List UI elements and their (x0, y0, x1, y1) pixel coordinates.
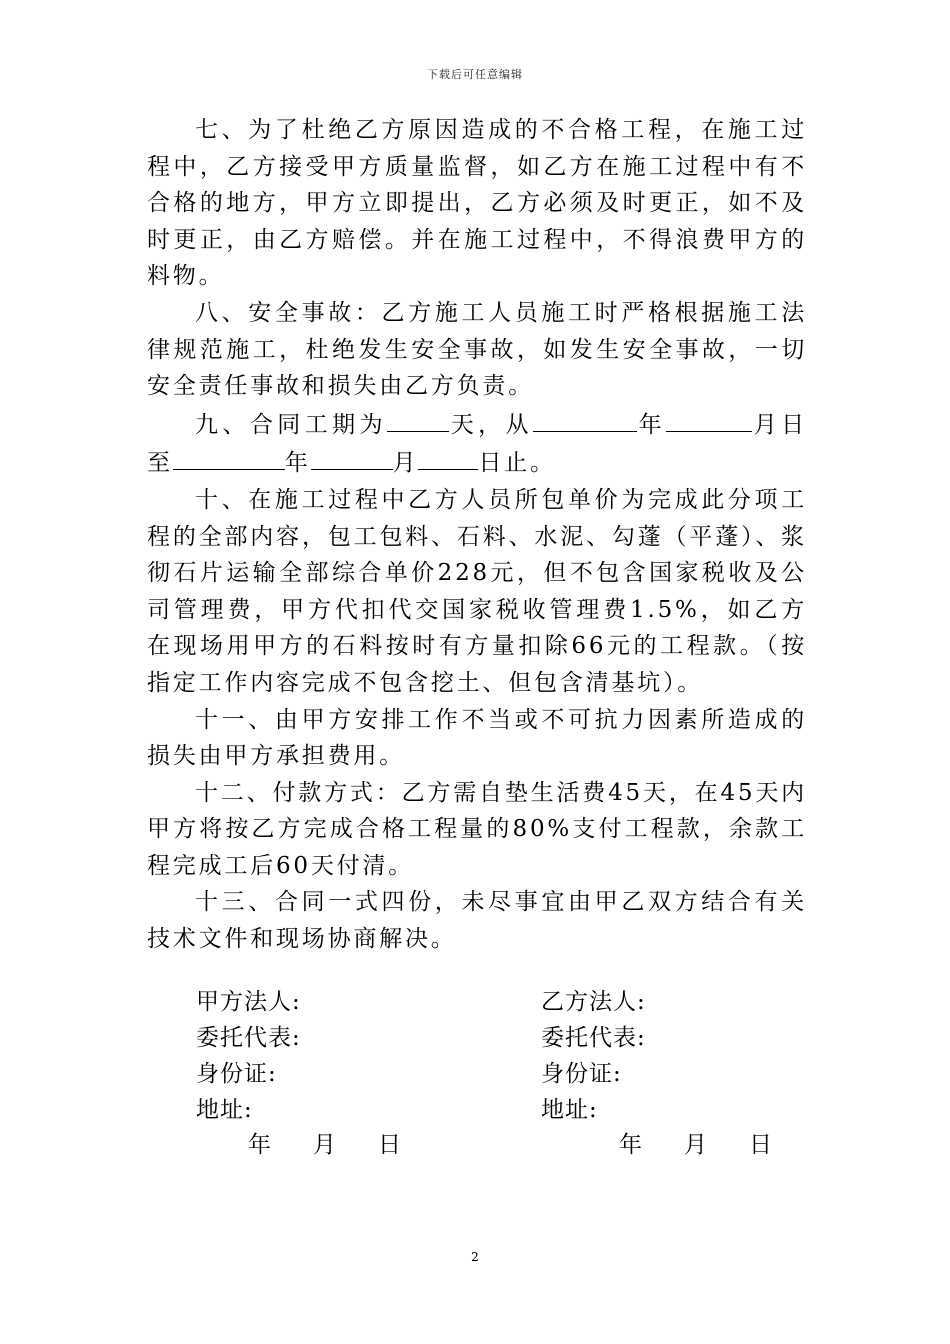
party-b-signature (541, 984, 646, 1128)
clause-12: 十二、付款方式：乙方需自垫生活费45天，在45天内甲方将按乙方完成合格工程量的80%支付工程款，余款工程完成工后60天付清。 (147, 779, 807, 879)
date-day: 日 (378, 1132, 401, 1158)
date-year: 年 (248, 1132, 271, 1158)
end-year-blank (173, 443, 285, 470)
party-b-legal: 乙方法人: (541, 989, 646, 1015)
start-year-blank (533, 405, 637, 432)
clause-9-text: 月 (392, 450, 419, 477)
duration-blank (387, 405, 449, 432)
party-a-legal: 甲方法人: (196, 989, 301, 1015)
date-day: 日 (749, 1132, 772, 1158)
date-month: 月 (313, 1132, 336, 1158)
date-month: 月 (684, 1132, 707, 1158)
party-a-signature (196, 984, 301, 1128)
party-b-address: 地址: (541, 1097, 598, 1123)
clause-9-text: 九、合同工期为 (195, 411, 388, 438)
clause-9-text: 日止。 (478, 450, 556, 477)
clause-7: 七、为了杜绝乙方原因造成的不合格工程，在施工过程中，乙方接受甲方质量监督，如乙方在施工过程中有不合格的地方，甲方立即提出，乙方必须及时更正，如不及时更正，由乙方赔偿。并在施工过程中，不得浪费甲方的料物。 (147, 117, 807, 290)
clause-9-text: 年 (637, 411, 667, 438)
clause-9-text: 年 (284, 450, 311, 477)
clause-13: 十三、合同一式四份，未尽事宜由甲乙双方结合有关技术文件和现场协商解决。 (147, 889, 807, 953)
party-b-id: 身份证: (541, 1061, 622, 1087)
party-b-agent: 委托代表: (541, 1025, 646, 1051)
date-year: 年 (619, 1132, 642, 1158)
clause-8: 八、安全事故：乙方施工人员施工时严格根据施工法律规范施工，杜绝发生安全事故，如发生安全事故，一切安全责任事故和损失由乙方负责。 (147, 299, 807, 400)
party-a-agent: 委托代表: (196, 1025, 301, 1051)
start-month-blank (666, 405, 752, 432)
page-header: 下载后可任意编辑 (427, 68, 523, 81)
party-b-date (619, 1126, 772, 1159)
party-a-address: 地址: (196, 1097, 253, 1123)
clause-10: 十、在施工过程中乙方人员所包单价为完成此分项工程的全部内容，包工包料、石料、水泥、勾蓬（平蓬）、浆彻石片运输全部综合单价228元，但不包含国家税收及公司管理费，甲方代扣代交国家税收管理费1.5%，如乙方在现场用甲方的石料按时有方量扣除66元的工程款。（按指定工作内容完成不包含挖土、但包含清基坑）。 (147, 486, 807, 696)
party-a-id: 身份证: (196, 1061, 277, 1087)
party-a-date (248, 1126, 401, 1159)
end-month-blank (311, 443, 393, 470)
end-day-blank (418, 443, 478, 470)
page-number: 2 (471, 1250, 479, 1264)
contract-body (147, 112, 807, 958)
clause-9-text: 月日至 (147, 411, 807, 477)
clause-9 (147, 405, 807, 482)
clause-9-text: 天，从 (449, 411, 534, 438)
clause-11: 十一、由甲方安排工作不当或不可抗力因素所造成的损失由甲方承担费用。 (147, 706, 807, 770)
